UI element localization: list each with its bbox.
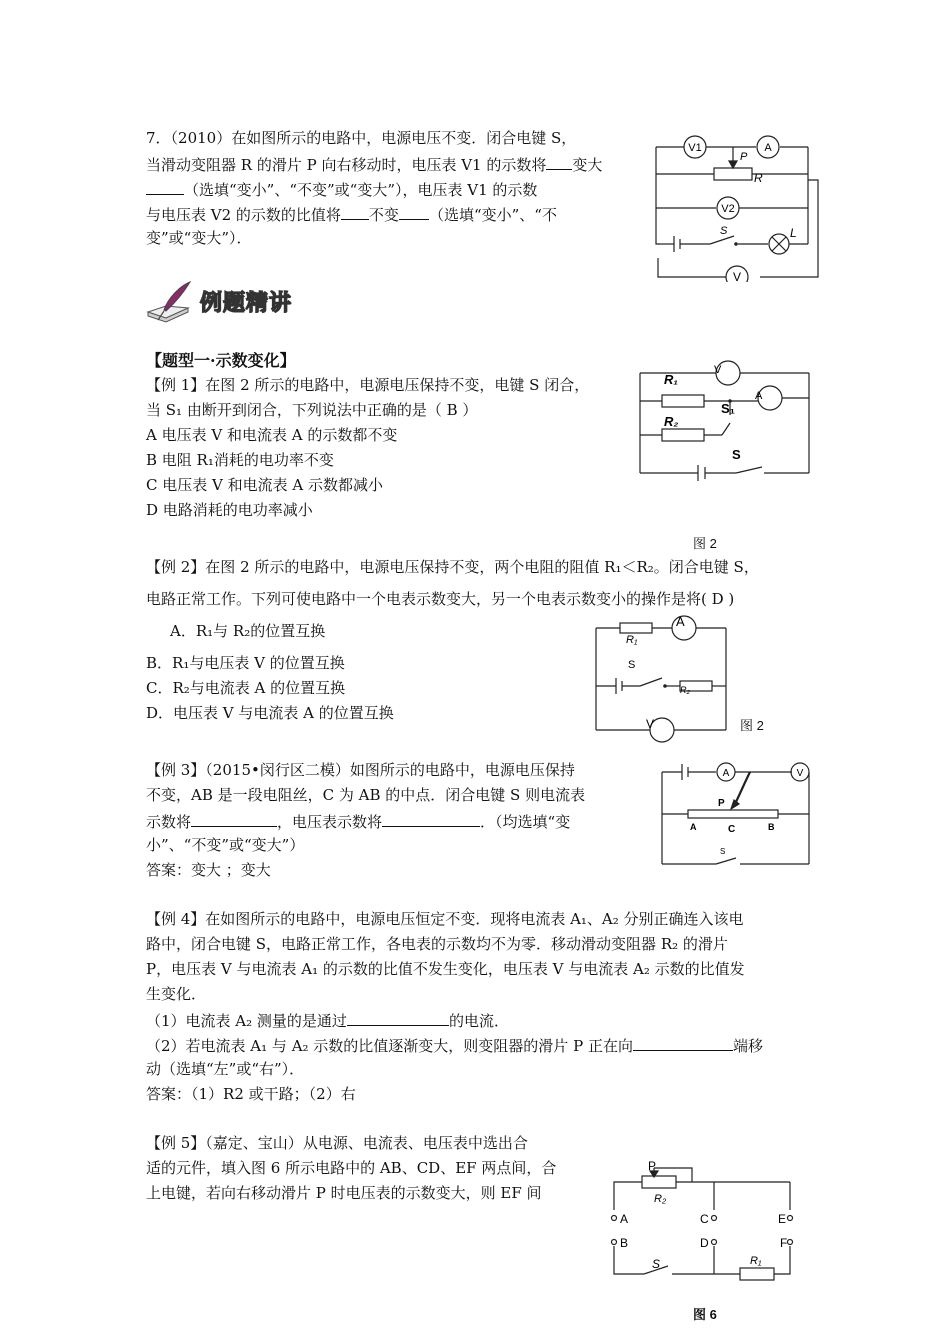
ex3-fig-s-label: S (720, 847, 726, 856)
q7-line1: 7．（2010）在如图所示的电路中，电源电压不变．闭合电键 S， (146, 129, 577, 147)
ex5-fig-r2-label: R₂ (654, 1193, 667, 1205)
ex3-fig-v-label: V (796, 768, 804, 779)
ex1-fig-v-label: V (714, 364, 722, 376)
ex1-option-b: B 电阻 R₁消耗的电功率不变 (146, 451, 334, 469)
ex2-figure-caption: 图 2 (740, 718, 764, 733)
ex5-line2: 适的元件，填入图 6 所示电路中的 AB、CD、EF 两点间，合 (146, 1159, 557, 1177)
ex5-circuit-diagram (606, 1158, 806, 1282)
q7-fig-s-label: S (720, 225, 728, 237)
ex4-line5: （1）电流表 A₂ 测量的是通过 的电流． (146, 1007, 509, 1034)
ex2-line2: 电路正常工作。下列可使电路中一个电表示数变大，另一个电表示数变小的操作是将( D ) (146, 590, 735, 608)
q7-fig-r-label: R (754, 171, 763, 185)
ex1-option-d: D 电路消耗的电功率减小 (146, 501, 313, 519)
ex2-fig-r2-label: R₂ (680, 685, 690, 695)
ex4-line7: 动（选填“左”或“右”）． (146, 1060, 305, 1078)
ex1-fig-r2-label: R₂ (664, 414, 679, 429)
q7-fig-v1-label: V1 (688, 142, 702, 154)
book-quill-icon (144, 280, 194, 324)
ex2-fig-s-label: S (628, 659, 636, 671)
q7-line5: 变”或“变大”）． (146, 229, 252, 247)
ex3-line1: 【例 3】（2015•闵行区二模）如图所示的电路中，电源电压保持 (146, 761, 575, 779)
ex4-line1: 【例 4】在如图所示的电路中，电源电压恒定不变．现将电流表 A₁、A₂ 分别正确连入该电 (146, 910, 744, 928)
q7-fig-a-label: A (764, 142, 772, 154)
ex3-fig-a-label: A (722, 768, 730, 779)
ex1-option-c: C 电压表 V 和电流表 A 示数都减小 (146, 476, 383, 494)
ex2-option-a: A．R₁与 R₂的位置互换 (170, 622, 326, 640)
banner-title: 例题精讲 (200, 291, 293, 316)
ex2-fig-r1-label: R₁ (626, 634, 638, 646)
ex3-fig-mid-c-label: C (728, 824, 736, 835)
q7-fig-v-label: V (732, 270, 742, 282)
ex3-line3: 示数将 ，电压表示数将 ．（均选填“变 (146, 808, 570, 835)
ex3-fig-p-label: P (718, 798, 725, 809)
section-title: 【题型一·示数变化】 (146, 351, 296, 370)
ex2-option-b: B．R₁与电压表 V 的位置互换 (146, 654, 345, 672)
ex3-fig-end-b-label: B (768, 822, 775, 832)
ex4-line6: （2）若电流表 A₁ 与 A₂ 示数的比值逐渐变大，则变阻器的滑片 P 正在向 端移 (146, 1032, 763, 1059)
ex2-fig-v-label: V (646, 717, 655, 731)
ex1-fig-r1-label: R₁ (664, 372, 678, 387)
ex5-figure-caption: 图 6 (693, 1307, 717, 1322)
ex2-line1: 【例 2】在图 2 所示的电路中，电源电压保持不变，两个电阻的阻值 R₁＜R₂。闭合电键 S， (146, 558, 759, 576)
ex3-circuit-diagram (654, 756, 810, 868)
ex2-circuit-diagram (588, 612, 734, 748)
ex5-fig-a-label: A (620, 1212, 629, 1226)
ex1-figure-caption: 图 2 (693, 536, 717, 551)
q7-answer1: 变大 (572, 156, 603, 174)
ex1-fig-s-label: S (732, 447, 741, 462)
ex2-fig-a-label: A (676, 614, 685, 629)
q7-fig-v2-label: V2 (721, 203, 735, 215)
ex3-line2: 不变，AB 是一段电阻丝，C 为 AB 的中点．闭合电键 S 则电流表 (146, 786, 586, 804)
ex1-fig-s1-label: S₁ (721, 401, 736, 416)
ex3-fig-end-a-label: A (690, 822, 697, 832)
ex5-fig-b-label: B (620, 1236, 629, 1250)
ex5-fig-c-label: C (700, 1212, 709, 1226)
ex5-fig-e-label: E (778, 1212, 787, 1226)
ex3-answer: 答案：变大 ；变大 (146, 861, 271, 879)
ex1-line2: 当 S₁ 由断开到闭合，下列说法中正确的是（ B ） (146, 401, 478, 419)
q7-answer2: 不变 (368, 206, 399, 224)
ex1-line1: 【例 1】在图 2 所示的电路中，电源电压保持不变，电键 S 闭合， (146, 376, 590, 394)
ex1-fig-a-label: A (755, 390, 763, 402)
ex5-fig-d-label: D (700, 1236, 709, 1250)
ex5-fig-f-label: F (780, 1236, 788, 1250)
section-banner (140, 278, 340, 326)
q7-fig-l-label: L (790, 226, 797, 240)
ex1-option-a: A 电压表 V 和电流表 A 的示数都不变 (146, 426, 398, 444)
ex4-line4: 生变化． (146, 985, 207, 1003)
q7-line2: 当滑动变阻器 R 的滑片 P 向右移动时，电压表 V1 的示数将 变大 (146, 151, 602, 178)
ex5-line1: 【例 5】（嘉定、宝山）从电源、电流表、电压表中选出合 (146, 1134, 528, 1152)
ex1-circuit-diagram (632, 355, 817, 485)
ex5-fig-s-label: S (652, 1257, 661, 1271)
ex4-line3: P，电压表 V 与电流表 A₁ 的示数的比值不发生变化，电压表 V 与电流表 A₂ 示数的比值发 (146, 960, 745, 978)
ex5-line3: 上电键，若向右移动滑片 P 时电压表的示数变大，则 EF 间 (146, 1184, 542, 1202)
q7-line3: （选填“变小”、“不变”或“变大”），电压表 V1 的示数 (146, 176, 537, 203)
ex5-fig-p-label: P (648, 1159, 657, 1173)
ex4-answer: 答案：（1）R2 或干路；（2）右 (146, 1085, 356, 1103)
q7-line4: 与电压表 V2 的示数的比值将 不变 （选填“变小”、“不 (146, 201, 557, 228)
q7-circuit-diagram (648, 132, 828, 282)
q7-fig-p-label: P (740, 151, 748, 163)
ex2-option-d: D．电压表 V 与电流表 A 的位置互换 (146, 704, 394, 722)
ex2-option-c: C．R₂与电流表 A 的位置互换 (146, 679, 346, 697)
ex4-line2: 路中，闭合电键 S，电路正常工作，各电表的示数均不为零．移动滑动变阻器 R₂ 的滑片 (146, 935, 728, 953)
ex3-line4: 小”、“不变”或“变大”） (146, 836, 305, 854)
ex5-fig-r1-label: R₁ (750, 1255, 762, 1267)
